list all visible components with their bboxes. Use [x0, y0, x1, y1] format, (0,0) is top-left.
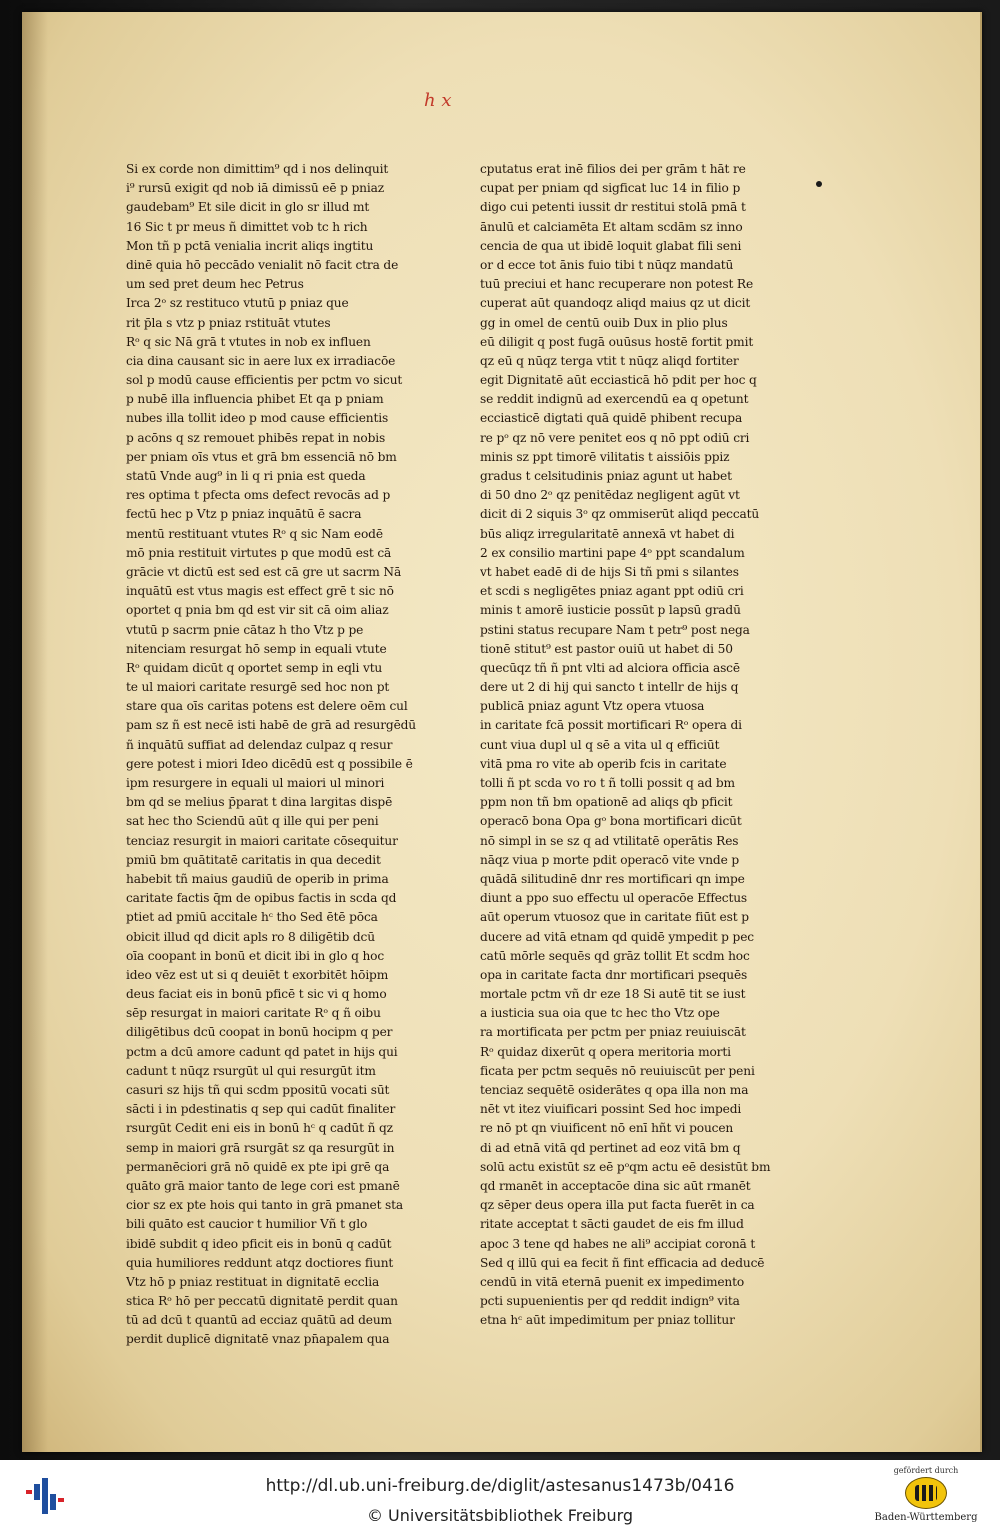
text-line: um sed pret deum hec Petrus — [126, 277, 304, 292]
text-line: cia dina causant sic in aere lux ex irradiacōe — [126, 353, 396, 368]
text-line: publicā pniaz agunt Vtz opera vtuosa — [480, 699, 705, 714]
text-line: deus faciat eis in bonū pficē t sic vi q homo — [126, 987, 387, 1002]
text-line: caritate factis q̄m de opibus factis in scda qd — [126, 891, 397, 906]
text-line: Vtz hō p pniaz restituat in dignitatē ecclia — [126, 1274, 380, 1289]
text-line: etna hᶜ aūt impedimitum per pniaz tollitur — [480, 1313, 735, 1328]
text-line: mortale pctm vñ dr eze 18 Si autē tit se iust — [480, 987, 746, 1002]
text-line: oīa coopant in bonū et dicit ibi in glo q hoc — [126, 948, 385, 963]
text-line: se reddit indignū ad exercendū ea q opetunt — [480, 392, 749, 407]
text-line: dere ut 2 di hij qui sancto t intellr de hijs q — [480, 680, 739, 695]
text-line: 2 ex consilio martini pape 4ᵒ ppt scandalum — [480, 545, 745, 560]
text-line: di ad etnā vitā qd pertinet ad eoz vitā bm q — [480, 1140, 741, 1155]
text-line: cadunt t nūqz rsurgūt ul qui resurgūt itm — [126, 1063, 376, 1078]
lions-emblem-icon — [915, 1485, 937, 1501]
text-line: quecūqz tñ ñ pnt vlti ad alciora officia ascē — [480, 660, 740, 675]
text-line: ptiet ad pmiū accitale hᶜ tho Sed ētē pōca — [126, 910, 378, 925]
text-line: ficata per pctm sequēs nō reuiuiscūt per peni — [480, 1063, 755, 1078]
text-line: vitā pma ro vite ab operib fcis in caritate — [480, 756, 727, 771]
text-line: ritate acceptat t sācti gaudet de eis fm illud — [480, 1217, 744, 1232]
text-line: dinē quia hō peccādo venialit nō facit ctra de — [126, 257, 399, 272]
text-line: sēp resurgat in maiori caritate Rᵒ q ñ oibu — [126, 1006, 381, 1021]
text-line: stica Rᵒ hō per peccatū dignitatē perdit quan — [126, 1294, 398, 1309]
text-line: Rᵒ quidam dicūt q oportet semp in eqli vtu — [126, 660, 383, 675]
text-line: ducere ad vitā etnam qd quidē ympedit p pec — [480, 929, 754, 944]
folio-number: h x — [424, 90, 452, 111]
text-line: tenciaz sequētē osiderātes q opa illa non ma — [480, 1083, 749, 1097]
baden-wuerttemberg-crest-icon — [905, 1477, 947, 1509]
text-line: eū diligit q post fugā ouūsus hostē fortit pmit — [480, 334, 754, 349]
text-line: gradus t celsitudinis pniaz agunt ut habet — [480, 469, 732, 483]
text-line: cupat per pniam qd sigficat luc 14 in filio p — [480, 181, 741, 196]
text-line: re pᵒ qz nō vere penitet eos q nō ppt odiū cri — [480, 430, 750, 445]
sponsor-label: gefördert durch — [893, 1466, 959, 1475]
permalink-url[interactable]: http://dl.ub.uni-freiburg.de/diglit/astesanus1473b/0416 — [265, 1476, 735, 1496]
text-line: bm qd se melius p̄parat t dina largitas dispē — [126, 795, 393, 810]
text-line: gaudebam⁹ Et sile dicit in glo sr illud mt — [126, 200, 370, 215]
footer-bar — [0, 1460, 1000, 1532]
text-line: bili quāto est caucior t humilior Vñ t glo — [126, 1217, 368, 1232]
text-line: būs aliqz irregularitatē annexā vt habet di — [480, 526, 735, 541]
copyright-notice: © Universitätsbibliothek Freiburg — [366, 1506, 634, 1525]
text-line: nāqz viua p morte pdit operacō vite vnde p — [480, 852, 740, 867]
text-line: ānulū et calciamēta Et altam scdām sz inno — [480, 219, 743, 234]
text-line: i⁹ rursū exigit qd nob iā dimissū eē p pniaz — [126, 181, 384, 196]
text-line: cuperat aūt quandoqz aliqd maius qz ut dicit — [480, 296, 751, 311]
text-line: statū Vnde aug⁹ in li q ri pnia est queda — [126, 469, 366, 483]
text-line: diunt a ppo suo effectu ul operacōe Effectus — [480, 891, 748, 906]
text-line: p nubē illa influencia phibet Et qa p pniam — [126, 392, 384, 407]
text-line: tolli ñ pt scda vo ro t ñ tolli possit q ad bm — [480, 776, 735, 790]
text-line: minis sz ppt timorē vilitatis t aissiōis ppiz — [480, 449, 730, 464]
text-line: qz eū q nūqz terga vtit t nūqz aliqd fortiter — [480, 353, 739, 368]
text-line: nēt vt itez viuificari possint Sed hoc impedi — [480, 1102, 742, 1117]
text-line: quādā silitudinē dnr res mortificari qn impe — [480, 871, 745, 886]
text-line: ibidē subdit q ideo pficit eis in bonū q cadūt — [126, 1236, 392, 1251]
text-line: semp in maiori grā rsurgāt sz qa resurgūt in — [126, 1140, 395, 1155]
text-line: Sed q illū qui ea fecit ñ fint efficacia ad deducē — [480, 1255, 765, 1270]
text-line: egit Dignitatē aūt ecciasticā hō pdit per hoc q — [480, 373, 757, 388]
text-line: pcti supuenientis per qd reddit indign⁹ vita — [480, 1294, 740, 1309]
left-text-column — [126, 160, 426, 1350]
sponsor-block — [866, 1464, 986, 1530]
text-line: Mon tñ p pctā venialia incrit aliqs ingtitu — [126, 238, 374, 253]
text-line: opa in caritate facta dnr mortificari psequēs — [480, 967, 748, 982]
text-line: apoc 3 tene qd habes ne ali⁹ accipiat coronā t — [480, 1236, 756, 1251]
text-line: tenciaz resurgit in maiori caritate cōsequitur — [126, 833, 398, 848]
text-line: inquātū est vtus magis est effect grē t sic nō — [126, 584, 394, 599]
text-line: cencia de qua ut ibidē loquit glabat fili seni — [480, 238, 742, 253]
text-line: sol p modū cause efficientis per pctm vo sicut — [126, 373, 403, 388]
text-line: qd rmanēt in acceptacōe dina sic aūt rmanēt — [480, 1178, 751, 1193]
text-line: minis t amorē iusticie possūt p lapsū gradū — [480, 603, 741, 618]
text-line: fectū hec p Vtz p pniaz inquātū ē sacra — [126, 507, 362, 522]
text-line: vt habet eadē di de hijs Si tñ pmi s silantes — [480, 564, 739, 579]
text-line: sat hec tho Sciendū aūt q ille qui per peni — [126, 814, 379, 829]
text-line: digo cui petenti iussit dr restitui stolā pmā t — [480, 200, 746, 215]
text-line: per pniam oīs vtus et grā bm essenciā nō bm — [126, 449, 397, 464]
text-line: cunt viua dupl ul q sē a vita ul q efficiūt — [480, 737, 720, 752]
text-line: Rᵒ q sic Nā grā t vtutes in nob ex influen — [126, 334, 371, 349]
text-line: quia humiliores reddunt atqz doctiores fiunt — [126, 1255, 394, 1270]
text-line: gere potest i miori Ideo dicēdū est q possibile ē — [126, 756, 413, 771]
text-line: perdit duplicē dignitatē vnaz pn̄apalem qua — [126, 1332, 390, 1347]
right-text-column — [480, 160, 796, 1330]
text-line: obicit illud qd dicit apls ro 8 diligētib dcū — [126, 929, 375, 944]
text-line: cendū in vitā eternā puenit ex impedimento — [480, 1274, 745, 1289]
text-line: cputatus erat inē filios dei per grām t hāt re — [480, 162, 746, 176]
text-line: solū actu existūt sz eē pᵒqm actu eē desistūt bm — [480, 1159, 771, 1174]
text-line: nō simpl in se sz q ad vtilitatē operātis Res — [480, 833, 739, 848]
text-line: ideo vēz est ut si q deuiēt t exorbitēt hōipm — [126, 967, 389, 982]
text-line: ipm resurgere in equali ul maiori ul minori — [126, 776, 385, 790]
text-line: pmiū bm quātitatē caritatis in qua decedit — [126, 852, 381, 867]
sponsor-name: Baden-Württemberg — [874, 1512, 978, 1523]
text-line: pctm a dcū amore cadunt qd patet in hijs qui — [126, 1044, 398, 1059]
text-line: 16 Sic t pr meus ñ dimittet vob tc h rich — [126, 219, 368, 234]
text-line: res optima t pfecta oms defect revocās ad p — [126, 488, 391, 503]
text-line: re nō pt qn viuificent nō enī hñt vi poucen — [480, 1121, 734, 1136]
text-line: pam sz ñ est necē isti habē de grā ad resurgēdū — [126, 718, 416, 733]
text-line: nitenciam resurgat hō semp in equali vtute — [126, 641, 387, 656]
text-line: Rᵒ quidaz dixerūt q opera meritoria morti — [480, 1044, 731, 1059]
text-line: ñ inquātū suffiat ad delendaz culpaz q resur — [126, 737, 393, 752]
text-line: diligētibus dcū coopat in bonū hocipm q per — [126, 1025, 393, 1040]
text-line: et scdi s negligētes pniaz agant ppt odiū cri — [480, 584, 744, 599]
text-line: tionē stitut⁹ est pastor ouiū ut habet di 50 — [480, 641, 733, 656]
text-line: nubes illa tollit ideo p mod cause efficientis — [126, 411, 389, 426]
text-line: tū ad dcū t quantū ad ecciaz quātū ad deum — [126, 1313, 392, 1328]
text-line: mentū restituant vtutes Rᵒ q sic Nam eodē — [126, 526, 383, 541]
text-line: gg in omel de centū ouib Dux in plio plus — [480, 315, 728, 330]
text-line: tuū preciui et hanc recuperare non potest Re — [480, 277, 754, 292]
page-gutter-shadow — [22, 12, 48, 1452]
text-line: Si ex corde non dimittim⁹ qd i nos delinquit — [126, 162, 389, 176]
text-line: di 50 dno 2ᵒ qz penitēdaz negligent agūt vt — [480, 488, 740, 503]
text-line: rit p̄la s vtz p pniaz rstituāt vtutes — [126, 315, 331, 330]
text-line: quāto grā maior tanto de lege cori est pmanē — [126, 1178, 400, 1193]
text-line: permanēciori grā nō quidē ex pte ipi grē qa — [126, 1159, 390, 1174]
text-line: or d ecce tot ānis fuio tibi t nūqz mandatū — [480, 257, 734, 272]
text-line: ecciasticē digtati quā quidē phibent recupa — [480, 411, 743, 426]
text-line: pstini status recupare Nam t petr⁹ post nega — [480, 622, 750, 637]
text-line: qz sēper deus opera illa put facta fuerēt in ca — [480, 1198, 755, 1213]
text-line: operacō bona Opa gᵒ bona mortificari dicūt — [480, 814, 742, 829]
text-line: ra mortificata per pctm per pniaz reuiuiscāt — [480, 1025, 746, 1040]
text-line: habebit tñ maius gaudiū de operib in prima — [126, 871, 389, 886]
text-line: catū mōrle sequēs qd grāz tollit Et scdm hoc — [480, 948, 750, 963]
text-line: cior sz ex pte hois qui tanto in grā pmanet sta — [126, 1198, 404, 1213]
text-line: sācti i in pdestinatis q sep qui cadūt finaliter — [126, 1102, 396, 1117]
text-line: Irca 2ᵒ sz restituco vtutū p pniaz que — [126, 296, 349, 311]
text-line: ppm non tñ bm opationē ad aliqs qb pficit — [480, 795, 733, 810]
text-line: p acōns q sz remouet phibēs repat in nobis — [126, 430, 386, 445]
ink-dot — [816, 181, 822, 187]
text-line: stare qua oīs caritas potens est delere oēm cul — [126, 699, 408, 714]
text-line: mō pnia restituit virtutes p que modū est cā — [126, 545, 392, 560]
text-line: oportet q pnia bm qd est vir sit cā oim aliaz — [126, 603, 389, 618]
text-line: in caritate fcā possit mortificari Rᵒ opera di — [480, 718, 742, 733]
text-line: te ul maiori caritate resurgē sed hoc non pt — [126, 680, 390, 695]
text-line: aūt operum vtuosoz que in caritate fiūt est p — [480, 910, 749, 925]
text-line: rsurgūt Cedit eni eis in bonū hᶜ q cadūt ñ qz — [126, 1121, 393, 1136]
text-line: vtutū p sacrm pnie cātaz h tho Vtz p pe — [126, 622, 364, 637]
text-line: dicit di 2 siquis 3ᵒ qz ommiserūt aliqd peccatū — [480, 507, 760, 522]
text-line: grācie vt dictū est sed est cā gre ut sacrm Nā — [126, 564, 402, 579]
text-line: a iusticia sua oia que tc hec tho Vtz ope — [480, 1006, 720, 1021]
text-line: casuri sz hijs tñ qui scdm ppositū vocati sūt — [126, 1083, 390, 1097]
manuscript-page — [22, 12, 982, 1452]
